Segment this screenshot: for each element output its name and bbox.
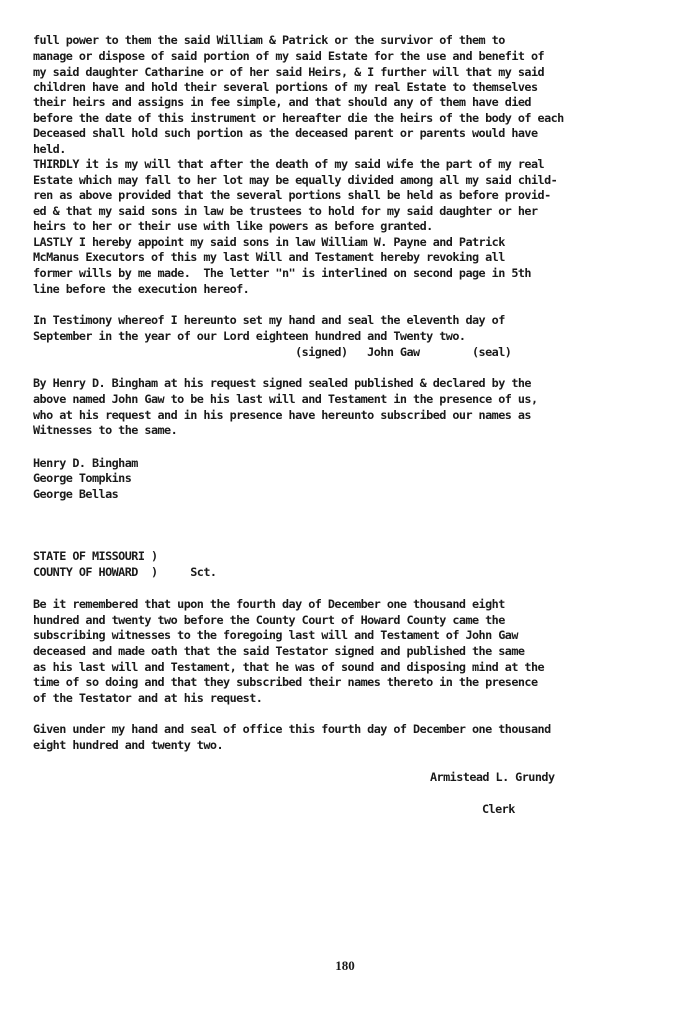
text-line: deceased and made oath that the said Testator signed and published the same xyxy=(33,644,525,658)
text-line: THIRDLY it is my will that after the death of my said wife the part of my real xyxy=(33,157,545,171)
text-line: In Testimony whereof I hereunto set my hand and seal the eleventh day of xyxy=(33,313,505,327)
text-line: former wills by me made. The letter "n" is interlined on second page in 5th xyxy=(33,266,531,280)
text-line: full power to them the said William & Patrick or the survivor of them to xyxy=(33,33,505,47)
text-line: my said daughter Catharine or of her said Heirs, & I further will that my said xyxy=(33,65,545,79)
text-line: of the Testator and at his request. xyxy=(33,691,263,705)
page-number: 180 xyxy=(335,958,355,973)
clerk-title: Clerk xyxy=(482,802,515,816)
text-line: Given under my hand and seal of office this fourth day of December one thousand xyxy=(33,722,551,736)
text-line: Estate which may fall to her lot may be equally divided among all my said child- xyxy=(33,173,558,187)
text-line: hundred and twenty two before the County Court of Howard County came the xyxy=(33,613,505,627)
text-line: manage or dispose of said portion of my said Estate for the use and benefit of xyxy=(33,49,545,63)
text-line: ren as above provided that the several portions shall be held as before provid- xyxy=(33,188,551,202)
text-line: McManus Executors of this my last Will and Testament hereby revoking all xyxy=(33,250,505,264)
text-line: children have and hold their several portions of my real Estate to themselves xyxy=(33,80,538,94)
text-line: subscribing witnesses to the foregoing last will and Testament of John Gaw xyxy=(33,628,518,642)
text-line: above named John Gaw to be his last will and Testament in the presence of us, xyxy=(33,392,538,406)
text-line: line before the execution hereof. xyxy=(33,282,250,296)
text-line: their heirs and assigns in fee simple, and that should any of them have died xyxy=(33,95,531,109)
text-line: Deceased shall hold such portion as the deceased parent or parents would have xyxy=(33,126,538,140)
text-line: before the date of this instrument or hereafter die the heirs of the body of each xyxy=(33,111,564,125)
witness-name: Henry D. Bingham xyxy=(33,456,138,470)
text-line: September in the year of our Lord eighteen hundred and Twenty two. xyxy=(33,329,466,343)
text-line: LASTLY I hereby appoint my said sons in law William W. Payne and Patrick xyxy=(33,235,505,249)
text-line: Witnesses to the same. xyxy=(33,423,178,437)
text-line: ed & that my said sons in law be trustees to hold for my said daughter or her xyxy=(33,204,538,218)
text-line: held. xyxy=(33,142,66,156)
text-line: heirs to her or their use with like powers as before granted. xyxy=(33,219,433,233)
text-line: Be it remembered that upon the fourth day of December one thousand eight xyxy=(33,597,505,611)
witness-name: George Tompkins xyxy=(33,471,132,485)
text-line: By Henry D. Bingham at his request signed sealed published & declared by the xyxy=(33,376,531,390)
venue-line: COUNTY OF HOWARD ) Sct. xyxy=(33,565,217,579)
text-line: who at his request and in his presence have hereunto subscribed our names as xyxy=(33,408,531,422)
witness-name: George Bellas xyxy=(33,487,119,501)
text-line: as his last will and Testament, that he was of sound and disposing mind at the xyxy=(33,660,545,674)
text-line: time of so doing and that they subscribed their names thereto in the presence xyxy=(33,675,538,689)
signature-line: (signed) John Gaw (seal) xyxy=(33,345,512,359)
venue-line: STATE OF MISSOURI ) xyxy=(33,549,158,563)
text-line: eight hundred and twenty two. xyxy=(33,738,224,752)
clerk-name: Armistead L. Grundy xyxy=(430,770,555,784)
